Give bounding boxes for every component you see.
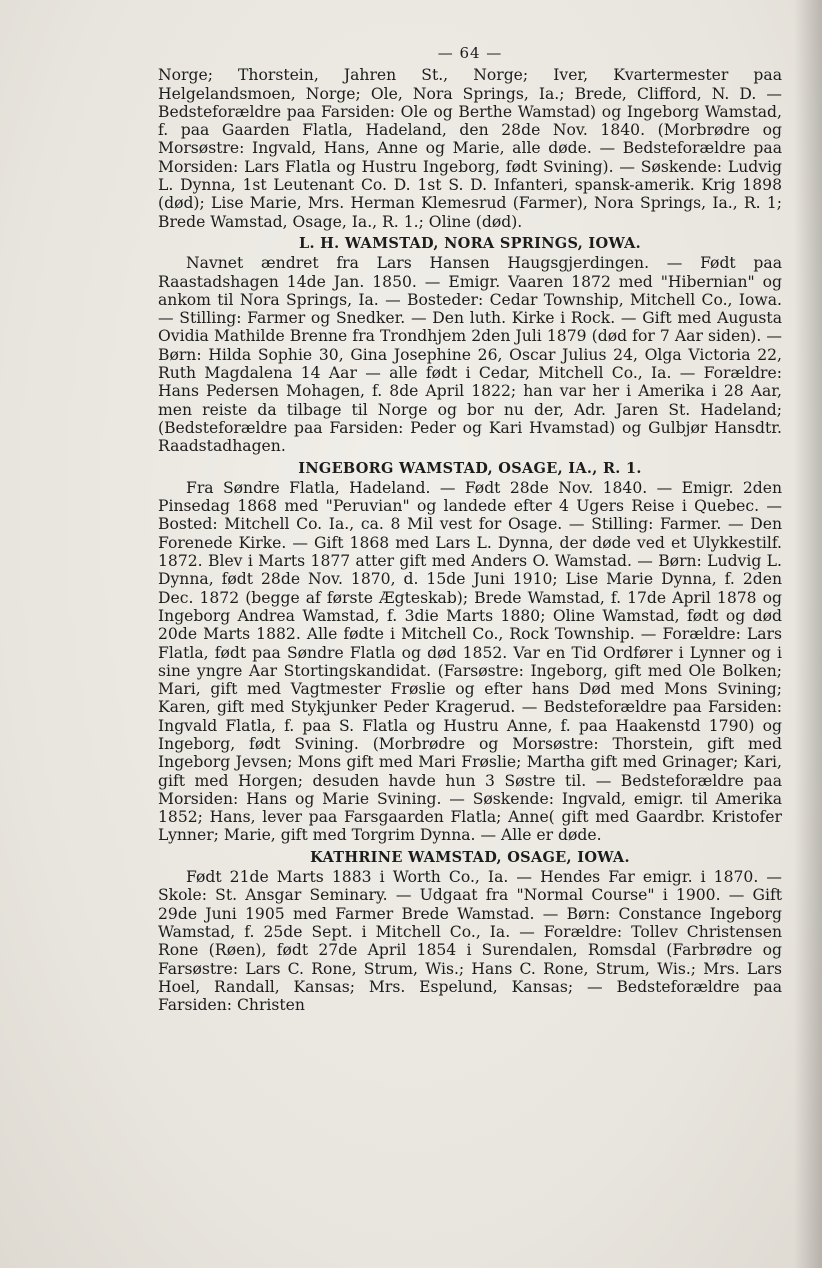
section-heading-ingeborg: INGEBORG WAMSTAD, OSAGE, IA., R. 1. [298, 459, 642, 477]
section-heading-kathrine: KATHRINE WAMSTAD, OSAGE, IOWA. [310, 848, 630, 866]
section-body-kathrine: Født 21de Marts 1883 i Worth Co., Ia. — Hendes Far emigr. i 1870. — Skole: St. Ansgar Seminary. — Udgaat fra "Normal Course" i 1900. — Gift 29de Juni 1905 med Farmer Brede Wamstad. — Børn: Constance Ingeborg Wamstad, f. 25de Sept. i Mitchell Co., Ia. — Forældre: Tollev Christensen Rone (Røen), født 27de April 1854 i Surendalen, Romsdal (Farbrødre og Farsøstre: Lars C. Rone, Strum, Wis.; Hans C. Rone, Strum, Wis.; Mrs. Lars Hoel, Randall, Kansas; Mrs. Espelund, Kansas; — Bedsteforældre paa Farsiden: Christen [158, 868, 782, 1015]
intro-paragraph: Norge; Thorstein, Jahren St., Norge; Iver, Kvartermester paa Helgelandsmoen, Norge; Ole, Nora Springs, Ia.; Brede, Clifford, N. D. — Bedsteforældre paa Farsiden: Ole og Berthe Wamstad) og Ingeborg Wamstad, f. paa Gaarden Flatla, Hadeland, den 28de Nov. 1840. (Morbrødre og Morsøstre: Ingvald, Hans, Anne og Marie, alle døde. — Bedsteforældre paa Morsiden: Lars Flatla og Hustru Ingeborg, født Svining). — Søskende: Ludvig L. Dynna, 1st Leutenant Co. D. 1st S. D. Infanteri, spansk-amerik. Krig 1898 (død); Lise Marie, Mrs. Herman Klemesrud (Farmer), Nora Springs, Ia., R. 1; Brede Wamstad, Osage, Ia., R. 1.; Oline (død). [158, 66, 782, 231]
section-body-ingeborg: Fra Søndre Flatla, Hadeland. — Født 28de Nov. 1840. — Emigr. 2den Pinsedag 1868 med "Peruvian" og landede efter 4 Ugers Reise i Quebec. — Bosted: Mitchell Co. Ia., ca. 8 Mil vest for Osage. — Stilling: Farmer. — Den Forenede Kirke. — Gift 1868 med Lars L. Dynna, der døde ved et Ulykkestilf. 1872. Blev i Marts 1877 atter gift med Anders O. Wamstad. — Børn: Ludvig L. Dynna, født 28de Nov. 1870, d. 15de Juni 1910; Lise Marie Dynna, f. 2den Dec. 1872 (begge af første Ægteskab); Brede Wamstad, f. 17de April 1878 og Ingeborg Andrea Wamstad, f. 3die Marts 1880; Oline Wamstad, født og død 20de Marts 1882. Alle fødte i Mitchell Co., Rock Township. — Forældre: Lars Flatla, født paa Søndre Flatla og død 1852. Var en Tid Ordfører i Lynner og i sine yngre Aar Stortingskandidat. (Farsøstre: Ingeborg, gift med Ole Bolken; Mari, gift med Vagtmester Frøslie og efter hans Død med Mons Svining; Karen, gift med Stykjunker Peder Kragerud. — Bedsteforældre paa Farsiden: Ingvald Flatla, f. paa S. Flatla og Hustru Anne, f. paa Haakenstd 1790) og Ingeborg, født Svining. (Morbrødre og Morsøstre: Thorstein, gift med Ingeborg Jevsen; Mons gift med Mari Frøslie; Martha gift med Grinager; Kari, gift med Horgen; desuden havde hun 3 Søstre til. — Bedsteforældre paa Morsiden: Hans og Marie Svining. — Søskende: Ingvald, emigr. til Amerika 1852; Hans, lever paa Farsgaarden Flatla; Anne( gift med Gaardbr. Kristofer Lynner; Marie, gift med Torgrim Dynna. — Alle er døde. [158, 478, 782, 845]
text-column [158, 44, 782, 1014]
page-number: — 64 — [437, 44, 503, 62]
section-heading-wamstad-lh: L. H. WAMSTAD, NORA SPRINGS, IOWA. [298, 234, 641, 252]
section-body-wamstad-lh: Navnet ændret fra Lars Hansen Haugsgjerdingen. — Født paa Raastadshagen 14de Jan. 1850. — Emigr. Vaaren 1872 med "Hibernian" og ankom til Nora Springs, Ia. — Bosteder: Cedar Township, Mitchell Co., Iowa. — Stilling: Farmer og Snedker. — Den luth. Kirke i Rock. — Gift med Augusta Ovidia Mathilde Brenne fra Trondhjem 2den Juli 1879 (død for 7 Aar siden). — Børn: Hilda Sophie 30, Gina Josephine 26, Oscar Julius 24, Olga Victoria 22, Ruth Magdalena 14 Aar — alle født i Cedar, Mitchell Co., Ia. — Forældre: Hans Pedersen Mohagen, f. 8de April 1822; han var her i Amerika i 28 Aar, men reiste da tilbage til Norge og bor nu der, Adr. Jaren St. Hadeland; (Bedsteforældre paa Farsiden: Peder og Kari Hvamstad) og Gulbjør Hansdtr. Raadstadhagen. [158, 254, 782, 456]
page-edge-shadow [794, 0, 822, 1268]
